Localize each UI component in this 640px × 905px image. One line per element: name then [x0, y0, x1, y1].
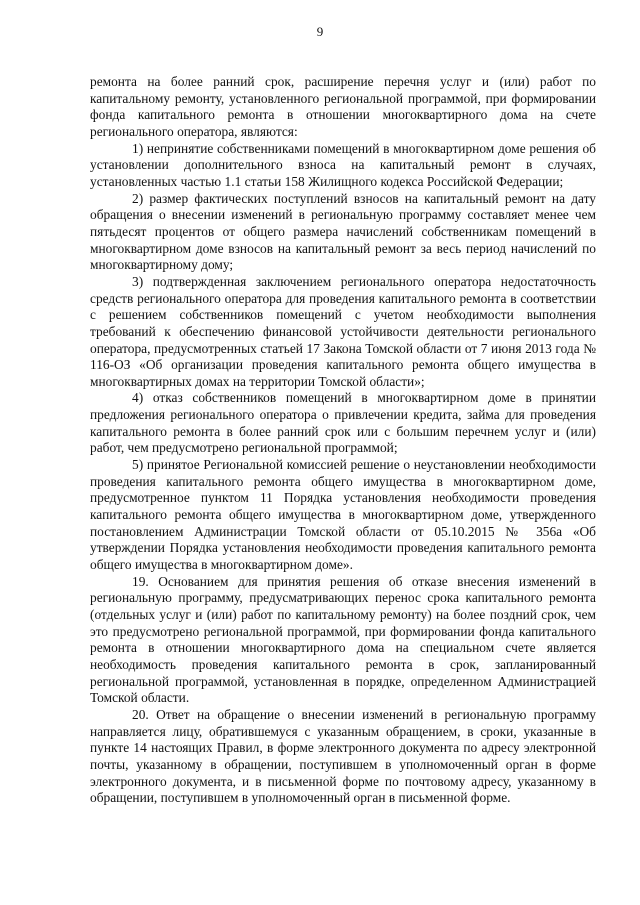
paragraph-item-3: 3) подтвержденная заключением регионального оператора недостаточность средств регионального оператора для проведения капитального ремонта в соответствии с решением собственников помещений с учетом необходимости выполнения требований к обеспечению финансовой устойчивости деятельности регионального оператора, предусмотренных статьей 17 Закона Томской области от 7 июня 2013 года № 116-ОЗ «Об организации проведения капитального ремонта общего имущества в многоквартирных домах на территории Томской области»; — [90, 273, 596, 389]
paragraph-item-2: 2) размер фактических поступлений взносов на капитальный ремонт на дату обращения о внесении изменений в региональную программу составляет менее чем пятьдесят процентов от общего размера начислений собственникам помещений в многоквартирном доме взносов на капитальный ремонт за весь период начислений по многоквартирному дому; — [90, 190, 596, 273]
paragraph-item-1: 1) непринятие собственниками помещений в многоквартирном доме решения об установлении дополнительного взноса на капитальный ремонт в случаях, установленных частью 1.1 статьи 158 Жилищного кодекса Российской Федерации; — [90, 140, 596, 189]
paragraph-clause-20: 20. Ответ на обращение о внесении изменений в региональную программу направляется лицу, обратившемуся с указанным обращением, в сроки, указанные в пункте 14 настоящих Правил, в форме электронного документа по адресу электронной почты, указанному в обращении, поступившем в уполномоченный орган в форме электронного документа, и в письменной форме по почтовому адресу, указанному в обращении, поступившем в уполномоченный орган в письменной форме. — [90, 706, 596, 806]
paragraph-item-4: 4) отказ собственников помещений в многоквартирном доме в принятии предложения регионального оператора о привлечении кредита, займа для проведения капитального ремонта в более ранний срок или с большим перечнем услуг и (или) работ, чем предусмотрено региональной программой; — [90, 390, 596, 456]
paragraph-item-5: 5) принятое Региональной комиссией решение о неустановлении необходимости проведения капитального ремонта общего имущества в многоквартирном доме, предусмотренное пунктом 11 Порядка установления необходимости проведения капитального ремонта общего имущества в многоквартирном доме, утвержденного постановлением Администрации Томской области от 05.10.2015 № 356а «Об утверждении Порядка установления необходимости проведения капитального ремонта общего имущества в многоквартирном доме». — [90, 457, 596, 573]
paragraph-continuation: ремонта на более ранний срок, расширение перечня услуг и (или) работ по капитальному ремонту, установленного региональной программой, при формировании фонда капитального ремонта в отношении многоквартирного дома на счете регионального оператора, являются: — [90, 74, 596, 139]
page-number: 9 — [316, 24, 324, 39]
document-body — [90, 74, 596, 807]
paragraph-clause-19: 19. Основанием для принятия решения об отказе внесения изменений в региональную программу, предусматривающих перенос срока капитального ремонта (отдельных услуг и (или) работ по капитальному ремонту) на более поздний срок, чем это предусмотрено региональной программой, при формировании фонда капитального ремонта в отношении многоквартирного дома на специальном счете является необходимость проведения капитального ремонта в срок, запланированный региональной программой, установленная в порядке, определенном Администрацией Томской области. — [90, 573, 596, 706]
